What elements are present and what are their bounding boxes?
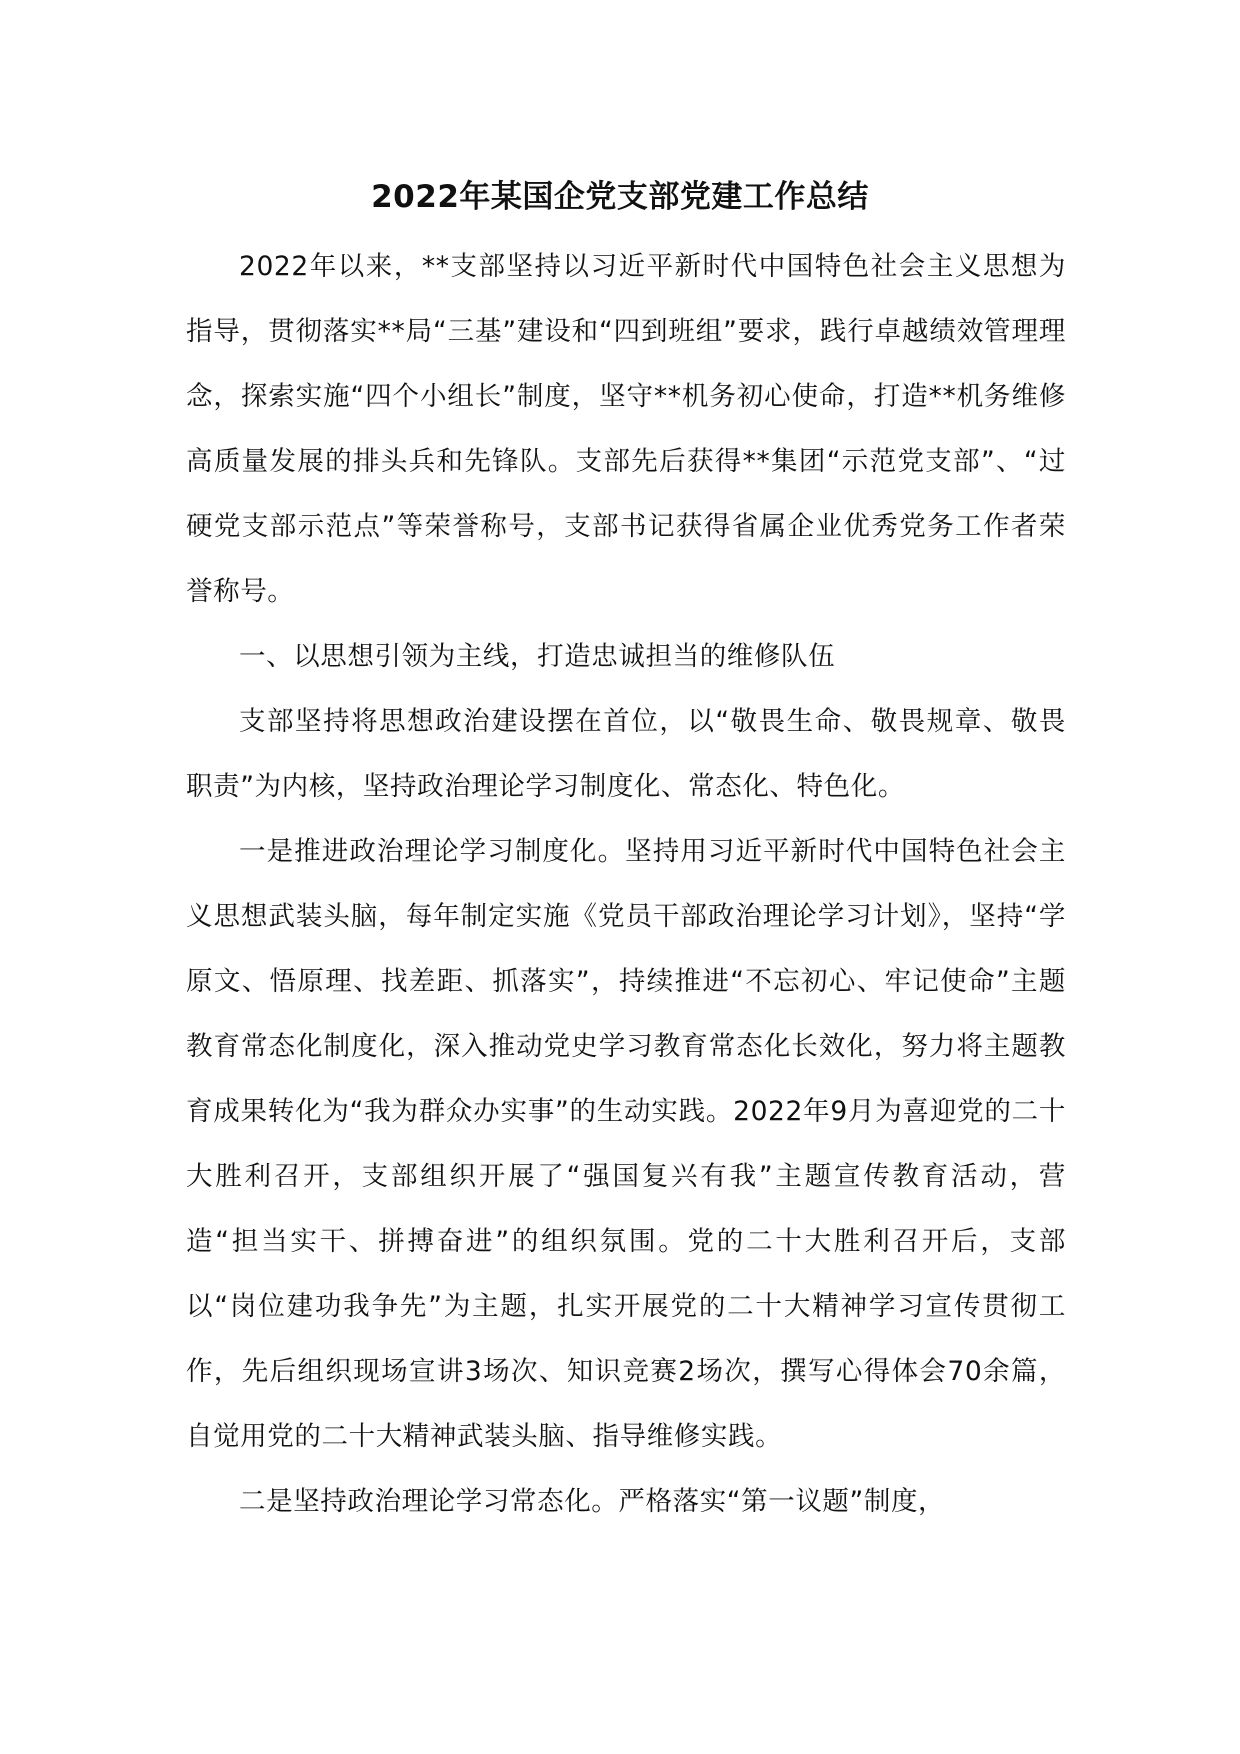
- document-title: 2022年某国企党支部党建工作总结: [371, 179, 869, 215]
- paragraph-point-1: 一是推进政治理论学习制度化。坚持用习近平新时代中国特色社会主义思想武装头脑，每年制定实施《党员干部政治理论学习计划》，坚持“学原文、悟原理、找差距、抓落实”，持续推进“不忘初心、牢记使命”主题教育常态化制度化，深入推动党史学习教育常态化长效化，努力将主题教育成果转化为“我为群众办实事”的生动实践。2022年9月为喜迎党的二十大胜利召开，支部组织开展了“强国复兴有我”主题宣传教育活动，营造“担当实干、拼搏奋进”的组织氛围。党的二十大胜利召开后，支部以“岗位建功我争先”为主题，扎实开展党的二十大精神学习宣传贯彻工作，先后组织现场宣讲3场次、知识竞赛2场次，撰写心得体会70余篇，自觉用党的二十大精神武装头脑、指导维修实践。: [186, 836, 1066, 1452]
- paragraph-section-1-summary: 支部坚持将思想政治建设摆在首位，以“敬畏生命、敬畏规章、敬畏职责”为内核，坚持政治理论学习制度化、常态化、特色化。: [186, 706, 1066, 802]
- section-heading-1: 一、以思想引领为主线，打造忠诚担当的维修队伍: [239, 641, 836, 672]
- paragraph-intro: 2022年以来，**支部坚持以习近平新时代中国特色社会主义思想为指导，贯彻落实**局“三基”建设和“四到班组”要求，践行卓越绩效管理理念，探索实施“四个小组长”制度，坚守**机务初心使命，打造**机务维修高质量发展的排头兵和先锋队。支部先后获得**集团“示范党支部”、“过硬党支部示范点”等荣誉称号，支部书记获得省属企业优秀党务工作者荣誉称号。: [186, 251, 1066, 607]
- paragraph-point-2: 二是坚持政治理论学习常态化。严格落实“第一议题”制度，: [239, 1486, 946, 1517]
- document-body: [186, 234, 1066, 1534]
